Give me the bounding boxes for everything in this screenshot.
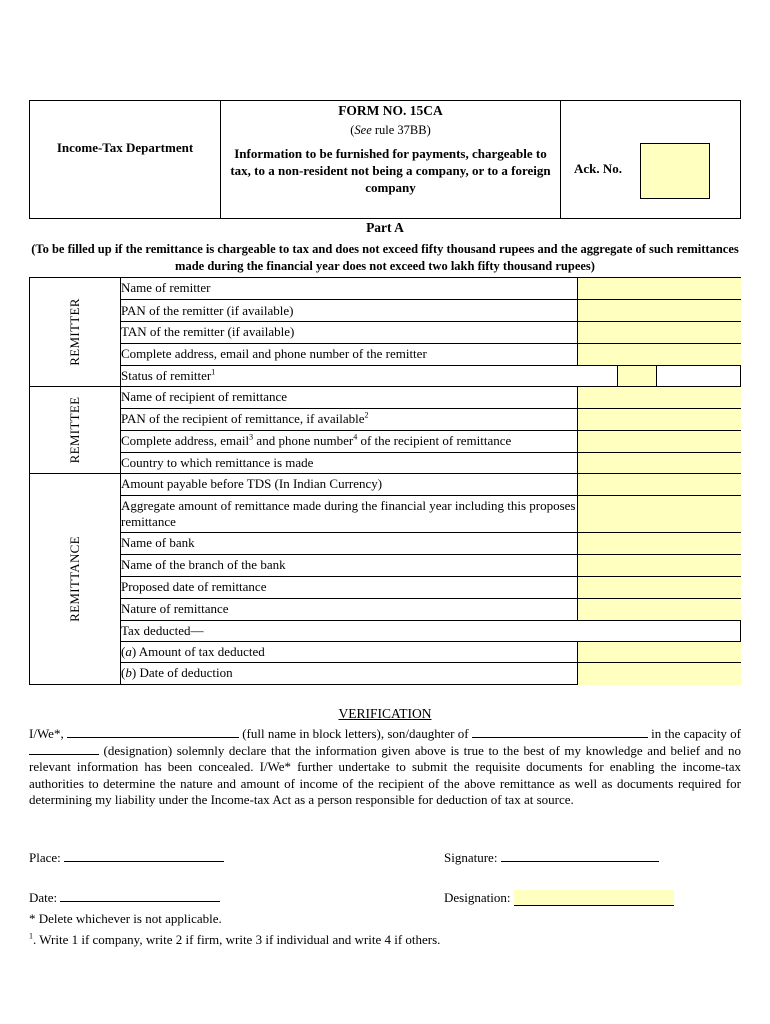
parent-name-blank[interactable] (472, 727, 648, 738)
table-row (120, 322, 741, 344)
section-remitter (30, 278, 120, 387)
table-row (120, 431, 741, 453)
rule-reference: (See rule 37BB) (350, 123, 431, 137)
aggregate-amount-field[interactable] (577, 496, 741, 532)
remitter-name-field[interactable] (577, 278, 741, 299)
signature-field[interactable] (501, 851, 659, 862)
form-header (29, 100, 741, 219)
deduction-date-field[interactable] (577, 663, 741, 685)
row-label: Amount payable before TDS (In Indian Currency) (121, 476, 383, 491)
section-label-remittee: REMITTEE (67, 396, 82, 464)
table-row (120, 366, 741, 387)
part-a-title: Part A (366, 220, 404, 235)
footnote-status: $^1$. Write 1 if company, write 2 if firm, write 3 if individual and write 4 if others. (29, 931, 441, 947)
table-row (120, 387, 741, 409)
recipient-address-field[interactable] (577, 431, 741, 452)
bank-name-field[interactable] (577, 533, 741, 554)
form-number: FORM NO. 15CA (338, 103, 443, 118)
row-label: Name of remitter (121, 280, 211, 295)
section-label-remitter: REMITTER (67, 298, 82, 366)
remittance-date-field[interactable] (577, 577, 741, 598)
row-label: Complete address, email and phone number of the remitter (121, 346, 427, 361)
remittance-nature-field[interactable] (577, 599, 741, 620)
table-row (120, 409, 741, 431)
recipient-pan-field[interactable] (577, 409, 741, 430)
table-row (120, 555, 741, 577)
row-label: Name of recipient of remittance (121, 389, 288, 404)
amount-payable-field[interactable] (577, 474, 741, 495)
table-row (120, 474, 741, 496)
verification-title: VERIFICATION (338, 706, 432, 721)
date-line: Date: (29, 890, 220, 906)
full-name-blank[interactable] (67, 727, 239, 738)
table-row (120, 533, 741, 555)
table-row (120, 300, 741, 322)
remitter-status-field[interactable] (617, 366, 657, 386)
tax-amount-field[interactable] (577, 642, 741, 662)
table-row (120, 453, 741, 474)
department-name: Income-Tax Department (56, 140, 194, 155)
row-label: Aggregate amount of remittance made during the financial year including this proposes remittance (121, 498, 576, 529)
table-row (120, 621, 741, 642)
date-field[interactable] (60, 891, 220, 902)
row-label: Country to which remittance is made (121, 455, 314, 470)
row-label: Nature of remittance (121, 601, 229, 616)
table-row (120, 344, 741, 366)
row-label: PAN of the remitter (if available) (121, 303, 294, 318)
section-remittance (30, 474, 120, 685)
footnote-delete: * Delete whichever is not applicable. (29, 911, 222, 926)
row-label: (b) Date of deduction (121, 665, 233, 680)
place-line: Place: (29, 850, 224, 866)
header-ack-cell (561, 101, 741, 218)
table-row (120, 663, 741, 685)
row-label: PAN of the recipient of remittance, if available$^2$ (121, 410, 369, 426)
row-label: Complete address, email$^3$ and phone number$^4$ of the recipient of remittance (121, 432, 512, 448)
designation-field[interactable] (514, 890, 674, 906)
row-label: Tax deducted— (121, 623, 204, 638)
country-field[interactable] (577, 453, 741, 473)
place-field[interactable] (64, 851, 224, 862)
table-row (120, 278, 741, 300)
form-description: Information to be furnished for payments, chargeable to tax, to a non-resident not being a company, or to a foreign company (230, 146, 551, 195)
ack-number-field[interactable] (640, 143, 710, 199)
remitter-address-field[interactable] (577, 344, 741, 365)
designation-blank[interactable] (29, 744, 99, 755)
part-a-instruction: (To be filled up if the remittance is chargeable to tax and does not exceed fifty thousand rupees and the aggregate of such remittances made during the financial year does not exceed two lakh fifty thousand rupees) (31, 242, 739, 273)
signature-line: Signature: (444, 850, 659, 866)
table-row (120, 599, 741, 621)
row-label: (a) Amount of tax deducted (121, 644, 265, 659)
recipient-name-field[interactable] (577, 387, 741, 408)
verification-text: I/We*, (full name in block letters), son/daughter of in the capacity of (designation) solemnly declare that the information given above is true to the best of my knowledge and belief and no relevant information has been concealed. I/We* further undertake to submit the requisite documents for enabling the income-tax authorities to determine the nature and amount of income of the recipient of the above remittance as well as documents required for determining my liability under the Income-tax Act as a person responsible for deduction of tax at source. (29, 726, 742, 807)
row-label: Name of bank (121, 535, 195, 550)
section-label-remittance: REMITTANCE (67, 536, 82, 622)
row-label: Name of the branch of the bank (121, 557, 286, 572)
table-row (120, 642, 741, 663)
table-row (120, 577, 741, 599)
row-label: TAN of the remitter (if available) (121, 324, 295, 339)
section-remittee (30, 387, 120, 474)
header-title-cell (221, 101, 561, 218)
remitter-tan-field[interactable] (577, 322, 741, 343)
ack-label: Ack. No. (574, 161, 623, 176)
designation-line: Designation: (444, 890, 674, 906)
table-row (120, 496, 741, 533)
row-label: Proposed date of remittance (121, 579, 267, 594)
header-department-cell (30, 101, 221, 218)
row-label: Status of remitter$^1$ (121, 367, 216, 383)
part-a-table (29, 277, 741, 685)
remitter-pan-field[interactable] (577, 300, 741, 321)
bank-branch-field[interactable] (577, 555, 741, 576)
